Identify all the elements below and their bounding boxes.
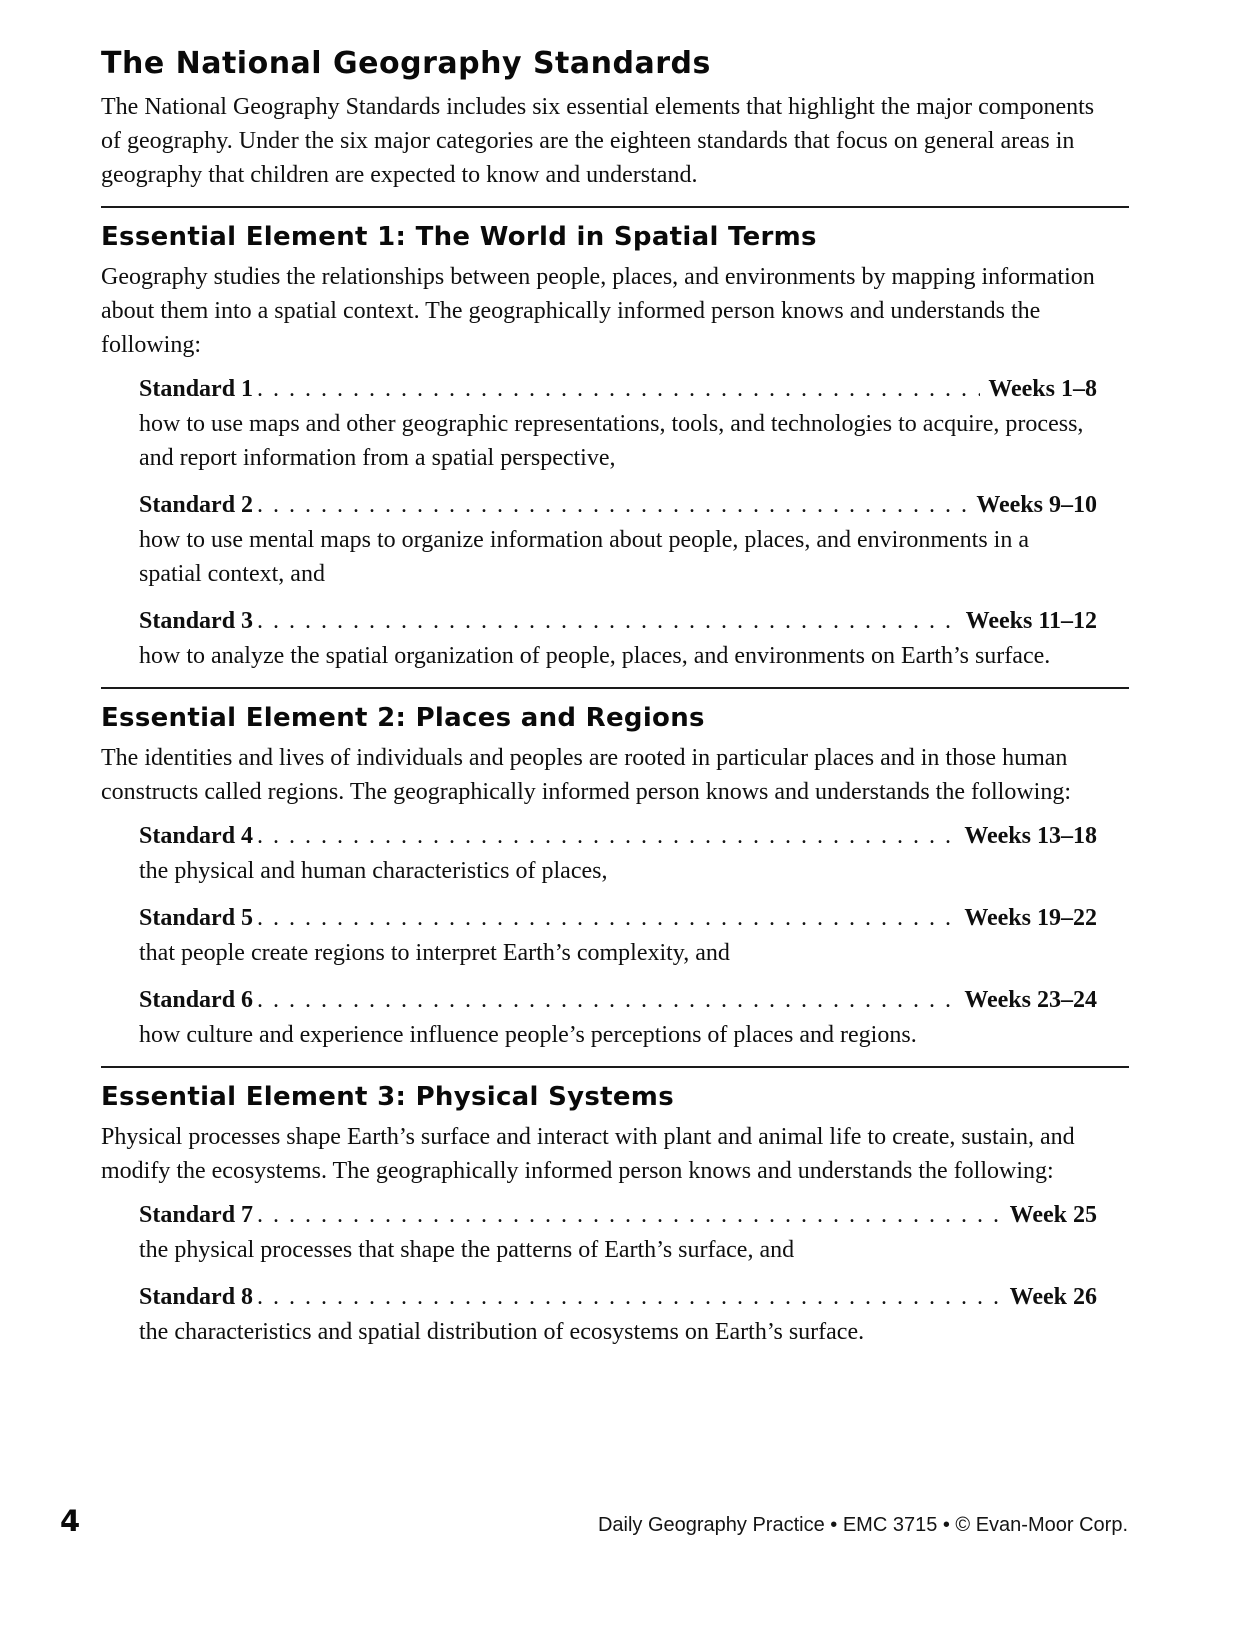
standard-item-7 bbox=[139, 1198, 1097, 1267]
standard-5-row bbox=[139, 901, 1097, 935]
standard-7-label: Standard 7 bbox=[139, 1202, 254, 1228]
page-title: The National Geography Standards bbox=[101, 46, 711, 81]
dot-leader bbox=[257, 1280, 1002, 1314]
page-number: 4 bbox=[60, 1504, 81, 1538]
standard-5-weeks: Weeks 19–22 bbox=[964, 905, 1097, 931]
standard-8-description: the characteristics and spatial distribution of ecosystems on Earth’s surface. bbox=[139, 1319, 865, 1345]
standard-4-description: the physical and human characteristics of places, bbox=[139, 858, 608, 884]
standard-3-label: Standard 3 bbox=[139, 608, 254, 634]
section-3-heading: Essential Element 3: Physical Systems bbox=[101, 1082, 674, 1112]
standard-item-5 bbox=[139, 901, 1097, 970]
standard-1-weeks: Weeks 1–8 bbox=[988, 376, 1097, 402]
standard-3-row bbox=[139, 604, 1097, 638]
section-essential-element-2 bbox=[101, 703, 1105, 1052]
standard-6-label: Standard 6 bbox=[139, 987, 254, 1013]
section-essential-element-1 bbox=[101, 222, 1105, 673]
section-divider-3 bbox=[101, 1066, 1129, 1068]
page-content bbox=[101, 46, 1105, 1362]
standard-7-description: the physical processes that shape the patterns of Earth’s surface, and bbox=[139, 1237, 795, 1263]
standard-item-8 bbox=[139, 1280, 1097, 1349]
dot-leader bbox=[257, 488, 968, 522]
section-2-intro: The identities and lives of individuals and peoples are rooted in particular places and in those human constructs called regions. The geographically informed person knows and understands the following: bbox=[101, 745, 1071, 805]
standard-5-description: that people create regions to interpret Earth’s complexity, and bbox=[139, 940, 730, 966]
standards-list bbox=[139, 819, 1097, 1052]
dot-leader bbox=[257, 372, 980, 406]
standard-item-3 bbox=[139, 604, 1097, 673]
section-1-intro: Geography studies the relationships between people, places, and environments by mapping information about them into a spatial context. The geographically informed person knows and understands the following: bbox=[101, 264, 1095, 358]
footer-credit: Daily Geography Practice • EMC 3715 • © Evan-Moor Corp. bbox=[597, 1514, 1128, 1536]
standard-2-description: how to use mental maps to organize information about people, places, and environments in a spatial context, and bbox=[139, 527, 1029, 587]
standard-4-label: Standard 4 bbox=[139, 823, 254, 849]
standard-2-row bbox=[139, 488, 1097, 522]
section-divider-2 bbox=[101, 687, 1129, 689]
standard-item-1 bbox=[139, 372, 1097, 475]
standard-2-label: Standard 2 bbox=[139, 492, 254, 518]
page-footer bbox=[60, 1504, 1128, 1542]
standard-6-description: how culture and experience influence people’s perceptions of places and regions. bbox=[139, 1022, 917, 1048]
standard-3-weeks: Weeks 11–12 bbox=[965, 608, 1097, 634]
standard-8-weeks: Week 26 bbox=[1009, 1284, 1097, 1310]
standard-6-row bbox=[139, 983, 1097, 1017]
standard-8-row bbox=[139, 1280, 1097, 1314]
standard-5-label: Standard 5 bbox=[139, 905, 254, 931]
standard-6-weeks: Weeks 23–24 bbox=[964, 987, 1097, 1013]
dot-leader bbox=[257, 819, 956, 853]
standard-3-description: how to analyze the spatial organization of people, places, and environments on Earth’s surface. bbox=[139, 643, 1051, 669]
standard-4-weeks: Weeks 13–18 bbox=[964, 823, 1097, 849]
section-divider-1 bbox=[101, 206, 1129, 208]
standard-item-2 bbox=[139, 488, 1097, 591]
dot-leader bbox=[257, 1198, 1002, 1232]
standard-1-row bbox=[139, 372, 1097, 406]
standard-1-description: how to use maps and other geographic representations, tools, and technologies to acquire, process, and report information from a spatial perspective, bbox=[139, 411, 1084, 471]
standard-4-row bbox=[139, 819, 1097, 853]
dot-leader bbox=[257, 604, 958, 638]
standard-1-label: Standard 1 bbox=[139, 376, 254, 402]
page-intro: The National Geography Standards includes six essential elements that highlight the major components of geography. Under the six major categories are the eighteen standards that focus on general areas in geography that children are expected to know and understand. bbox=[101, 94, 1095, 188]
standards-list bbox=[139, 372, 1097, 673]
standards-list bbox=[139, 1198, 1097, 1349]
standard-8-label: Standard 8 bbox=[139, 1284, 254, 1310]
standard-2-weeks: Weeks 9–10 bbox=[976, 492, 1097, 518]
section-essential-element-3 bbox=[101, 1082, 1105, 1349]
section-3-intro: Physical processes shape Earth’s surface and interact with plant and animal life to create, sustain, and modify the ecosystems. The geographically informed person knows and understands the following: bbox=[101, 1124, 1075, 1184]
section-2-heading: Essential Element 2: Places and Regions bbox=[101, 703, 705, 733]
standard-item-4 bbox=[139, 819, 1097, 888]
standard-7-row bbox=[139, 1198, 1097, 1232]
standard-item-6 bbox=[139, 983, 1097, 1052]
dot-leader bbox=[257, 983, 956, 1017]
dot-leader bbox=[257, 901, 956, 935]
standard-7-weeks: Week 25 bbox=[1009, 1202, 1097, 1228]
section-1-heading: Essential Element 1: The World in Spatial Terms bbox=[101, 222, 817, 252]
